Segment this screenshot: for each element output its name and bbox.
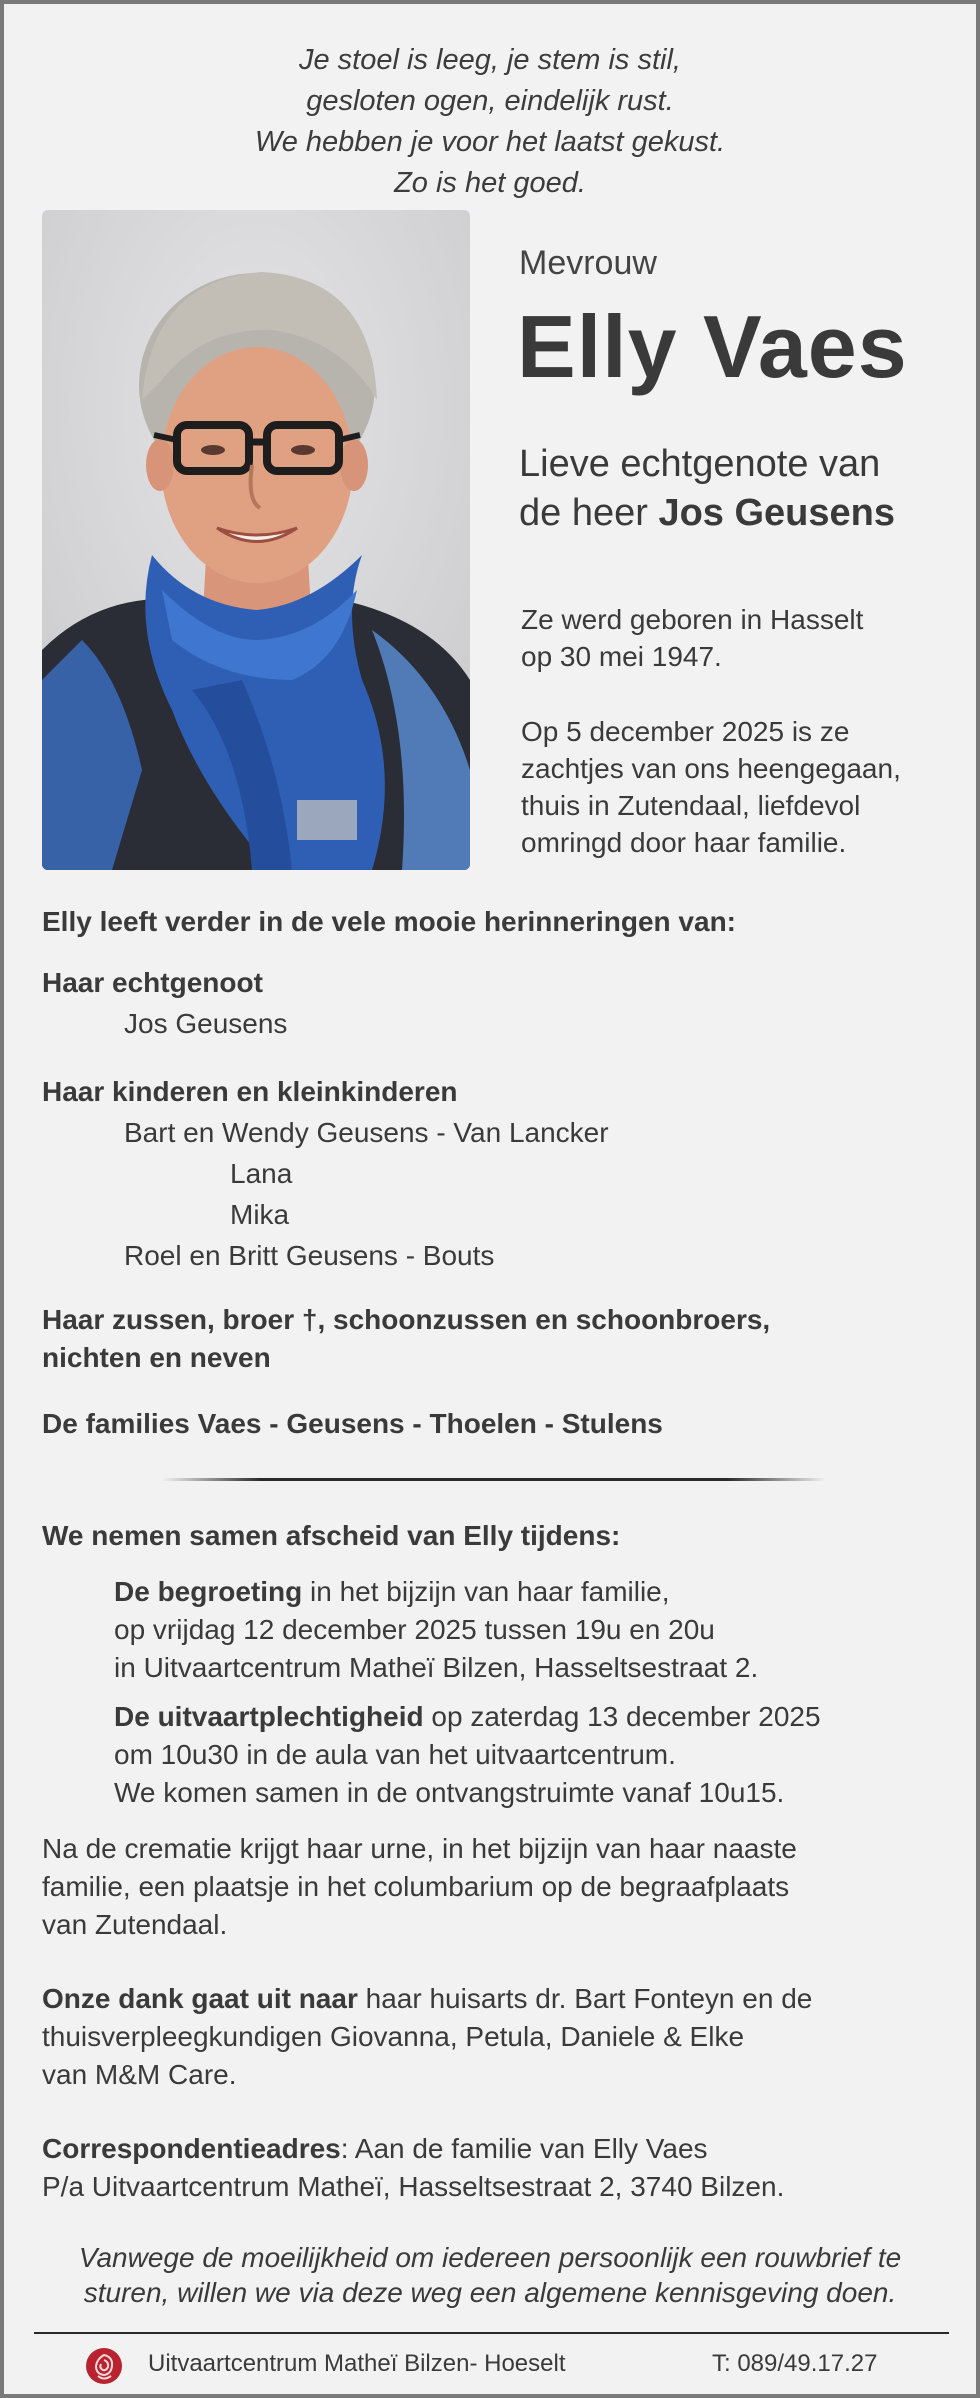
thanks-label: Onze dank gaat uit naar	[42, 1983, 358, 2014]
closing-note	[4, 2240, 976, 2310]
closing-line: sturen, willen we via deze weg een algemene kennisgeving doen.	[83, 2277, 897, 2308]
correspondence-line	[42, 2130, 784, 2168]
cremation-line: Na de crematie krijgt haar urne, in het bijzijn van haar naaste	[42, 1833, 797, 1864]
birth-info	[521, 601, 863, 675]
children-heading: Haar kinderen en kleinkinderen	[42, 1076, 458, 1107]
children-section	[42, 1073, 609, 1275]
portrait-photo	[42, 210, 470, 870]
husband-section	[42, 964, 287, 1043]
closing-line: Vanwege de moeilijkheid om iedereen persoonlijk een rouwbrief te	[78, 2242, 902, 2273]
thanks-line	[42, 1980, 812, 2018]
family-line: Roel en Britt Geusens - Bouts	[124, 1240, 495, 1271]
funeral-home-phone: T: 089/49.17.27	[712, 2350, 878, 2377]
death-info	[521, 713, 901, 861]
greeting-line	[114, 1573, 758, 1611]
ceremony-line: We komen samen in de ontvangstruimte vanaf 10u15.	[114, 1777, 785, 1808]
spouse-prefix: de heer	[519, 492, 659, 534]
cremation-line: van Zutendaal.	[42, 1909, 228, 1940]
birth-line: Ze werd geboren in Hasselt	[521, 604, 864, 635]
poem-line: gesloten ogen, eindelijk rust.	[306, 85, 674, 117]
honorific: Mevrouw	[519, 244, 657, 282]
husband-name: Jos Geusens	[124, 1008, 288, 1039]
correspondence-label: Correspondentieadres	[42, 2133, 341, 2164]
correspondence-address: P/a Uitvaartcentrum Matheï, Hasseltsestraat 2, 3740 Bilzen.	[42, 2171, 785, 2202]
greeting-line: in Uitvaartcentrum Matheï Bilzen, Hasseltsestraat 2.	[114, 1652, 759, 1683]
death-line: Op 5 december 2025 is ze	[521, 716, 850, 747]
thanks-info	[42, 1980, 812, 2094]
cremation-line: familie, een plaatsje in het columbarium op de begraafplaats	[42, 1871, 790, 1902]
footer	[4, 2336, 976, 2392]
family-line: Bart en Wendy Geusens - Van Lancker	[124, 1117, 609, 1148]
siblings-line: Haar zussen, broer †, schoonzussen en schoonbroers,	[42, 1304, 771, 1335]
greeting-text: in het bijzijn van haar familie,	[302, 1576, 670, 1607]
poem	[4, 40, 976, 204]
spouse-line	[519, 489, 895, 538]
ceremony-text: op zaterdag 13 december 2025	[423, 1701, 821, 1732]
poem-line: Je stoel is leeg, je stem is stil,	[299, 44, 681, 76]
footer-divider	[34, 2332, 949, 2334]
memories-heading: Elly leeft verder in de vele mooie herinneringen van:	[42, 906, 736, 937]
funeral-home-name: Uitvaartcentrum Matheï Bilzen- Hoeselt	[148, 2350, 566, 2377]
grandchild: Lana	[230, 1158, 293, 1189]
thanks-line: thuisverpleegkundigen Giovanna, Petula, Daniele & Elke	[42, 2021, 745, 2052]
ceremony-info	[114, 1698, 821, 1812]
cremation-info	[42, 1830, 797, 1944]
ceremony-line: om 10u30 in de aula van het uitvaartcentrum.	[114, 1739, 676, 1770]
birth-line: op 30 mei 1947.	[521, 641, 722, 672]
spouse-name: Jos Geusens	[658, 492, 896, 534]
deceased-name: Elly Vaes	[517, 297, 908, 396]
divider	[162, 1478, 826, 1481]
grandchild: Mika	[230, 1199, 290, 1230]
thanks-text: haar huisarts dr. Bart Fonteyn en de	[357, 1983, 813, 2014]
rose-icon	[84, 2346, 124, 2386]
farewell-heading: We nemen samen afscheid van Elly tijdens:	[42, 1520, 621, 1551]
death-line: zachtjes van ons heengegaan,	[521, 753, 901, 784]
death-line: omringd door haar familie.	[521, 827, 847, 858]
spouse-info	[519, 440, 895, 538]
husband-heading: Haar echtgenoot	[42, 967, 263, 998]
poem-line: Zo is het goed.	[394, 167, 586, 199]
greeting-info	[114, 1573, 758, 1687]
thanks-line: van M&M Care.	[42, 2059, 237, 2090]
siblings-line: nichten en neven	[42, 1342, 271, 1373]
death-line: thuis in Zutendaal, liefdevol	[521, 790, 861, 821]
greeting-line: op vrijdag 12 december 2025 tussen 19u en 20u	[114, 1614, 715, 1645]
spouse-line: Lieve echtgenote van	[519, 443, 881, 485]
greeting-label: De begroeting	[114, 1576, 303, 1607]
correspondence-text: : Aan de familie van Elly Vaes	[340, 2133, 708, 2164]
ceremony-line	[114, 1698, 821, 1736]
families-line: De families Vaes - Geusens - Thoelen - Stulens	[42, 1408, 663, 1439]
poem-line: We hebben je voor het laatst gekust.	[254, 126, 726, 158]
ceremony-label: De uitvaartplechtigheid	[114, 1701, 424, 1732]
correspondence-info	[42, 2130, 784, 2206]
siblings-section	[42, 1301, 770, 1377]
